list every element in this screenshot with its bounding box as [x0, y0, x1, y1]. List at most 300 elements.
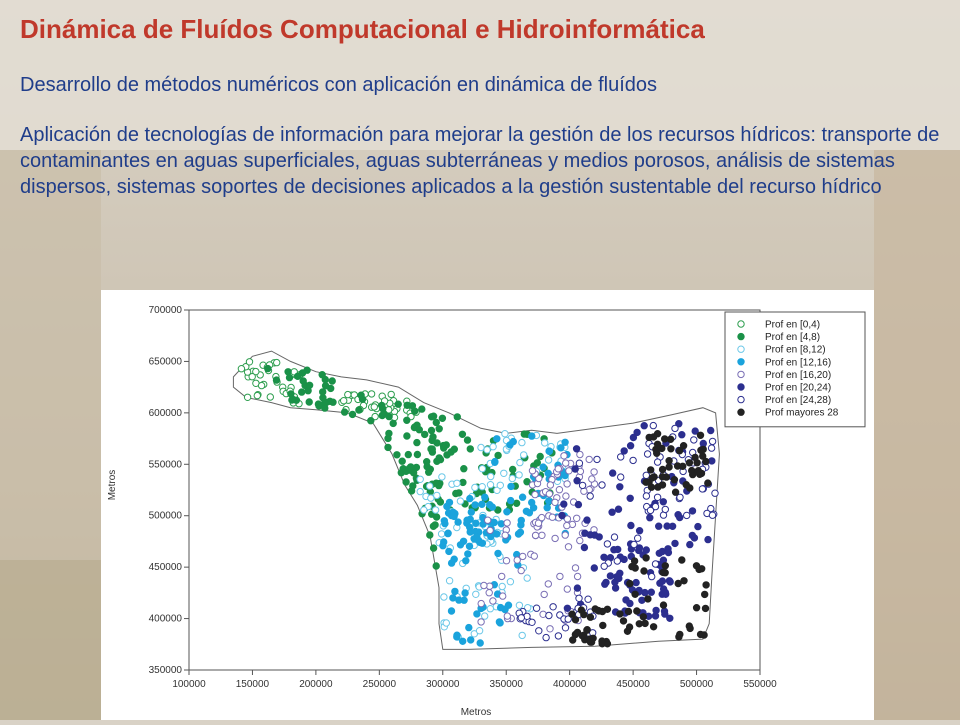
data-point — [545, 470, 551, 476]
data-point — [552, 499, 558, 505]
data-point — [463, 558, 469, 564]
data-point — [468, 509, 474, 515]
data-point — [654, 441, 660, 447]
data-point — [543, 634, 549, 640]
data-point — [508, 483, 514, 489]
data-point — [623, 597, 629, 603]
data-point — [626, 624, 632, 630]
data-point — [445, 530, 451, 536]
data-point — [660, 569, 666, 575]
data-point — [328, 385, 334, 391]
data-point — [679, 432, 685, 438]
scatter-chart — [101, 290, 874, 720]
data-point — [587, 532, 593, 538]
x-tick-label: 300000 — [426, 679, 460, 690]
data-point — [698, 447, 704, 453]
data-point — [306, 382, 312, 388]
data-point — [316, 403, 322, 409]
data-point — [563, 460, 569, 466]
data-point — [472, 528, 478, 534]
y-tick-label: 600000 — [148, 407, 182, 419]
data-point — [601, 554, 607, 560]
data-point — [695, 523, 701, 529]
data-point — [417, 488, 423, 494]
data-point — [448, 560, 454, 566]
data-point — [555, 466, 561, 472]
data-point — [430, 413, 436, 419]
data-point — [487, 527, 493, 533]
y-tick-label: 650000 — [148, 356, 182, 368]
data-point — [273, 377, 279, 383]
data-point — [422, 431, 428, 437]
data-point — [672, 540, 678, 546]
data-point — [591, 565, 597, 571]
data-point — [500, 593, 506, 599]
data-point — [479, 484, 485, 490]
data-point — [539, 514, 545, 520]
data-point — [642, 620, 648, 626]
data-point — [686, 460, 692, 466]
data-point — [654, 459, 660, 465]
legend-label: Prof en [8,12) — [765, 344, 826, 356]
data-point — [356, 407, 362, 413]
data-point — [428, 495, 434, 501]
data-point — [436, 455, 442, 461]
data-point — [635, 535, 641, 541]
slide-paragraph: Aplicación de tecnologías de información para mejorar la gestión de los recursos hídricos: transporte de contaminantes en aguas superficiales, aguas subterráneas y medios porosos, análisis de sistemas dispersos, sistemas soportes de decisiones aplicados a la gestión sustentable del recurso hídrico — [20, 124, 940, 198]
data-point — [585, 596, 591, 602]
data-point — [434, 492, 440, 498]
data-point — [697, 631, 703, 637]
data-point — [693, 605, 699, 611]
data-point — [433, 514, 439, 520]
data-point — [547, 626, 553, 632]
data-point — [451, 446, 457, 452]
legend-label: Prof en [0,4) — [765, 319, 821, 331]
data-point — [584, 517, 590, 523]
data-point — [645, 596, 651, 602]
data-point — [433, 563, 439, 569]
data-point — [379, 402, 385, 408]
data-point — [518, 567, 524, 573]
series-1 — [265, 365, 555, 569]
data-point — [621, 448, 627, 454]
data-point — [660, 499, 666, 505]
data-point — [478, 444, 484, 450]
data-point — [611, 534, 617, 540]
data-point — [510, 466, 516, 472]
data-point — [687, 625, 693, 631]
data-point — [689, 467, 695, 473]
data-point — [607, 573, 613, 579]
data-point — [490, 598, 496, 604]
data-point — [666, 464, 672, 470]
data-point — [648, 484, 654, 490]
data-point — [456, 597, 462, 603]
data-point — [414, 439, 420, 445]
data-point — [615, 506, 621, 512]
data-point — [693, 563, 699, 569]
data-point — [539, 532, 545, 538]
data-point — [419, 406, 425, 412]
data-point — [491, 519, 497, 525]
data-point — [676, 448, 682, 454]
data-point — [404, 417, 410, 423]
data-point — [426, 469, 432, 475]
data-point — [497, 604, 503, 610]
data-point — [558, 445, 564, 451]
data-point — [667, 579, 673, 585]
data-point — [516, 602, 522, 608]
data-point — [536, 628, 542, 634]
data-point — [594, 456, 600, 462]
data-point — [457, 542, 463, 548]
data-point — [495, 550, 501, 556]
data-point — [466, 543, 472, 549]
data-point — [453, 490, 459, 496]
data-point — [617, 484, 623, 490]
data-point — [254, 392, 260, 398]
data-point — [600, 622, 606, 628]
data-point — [627, 495, 633, 501]
data-point — [640, 614, 646, 620]
data-point — [450, 595, 456, 601]
data-point — [439, 474, 445, 480]
data-point — [565, 544, 571, 550]
data-point — [648, 589, 654, 595]
data-point — [614, 558, 620, 564]
data-point — [668, 446, 674, 452]
data-point — [502, 431, 508, 437]
data-point — [650, 422, 656, 428]
data-point — [649, 573, 655, 579]
legend-marker — [738, 333, 744, 339]
data-point — [562, 625, 568, 631]
legend-label: Prof en [20,24) — [765, 382, 832, 394]
data-point — [519, 494, 525, 500]
data-point — [437, 499, 443, 505]
data-point — [630, 434, 636, 440]
data-point — [412, 408, 418, 414]
data-point — [615, 546, 621, 552]
data-point — [454, 414, 460, 420]
x-tick-label: 200000 — [299, 679, 333, 690]
data-point — [702, 605, 708, 611]
data-point — [417, 476, 423, 482]
data-point — [495, 452, 501, 458]
data-point — [708, 427, 714, 433]
data-point — [564, 605, 570, 611]
data-point — [601, 563, 607, 569]
data-point — [709, 438, 715, 444]
x-tick-label: 350000 — [489, 679, 523, 690]
data-point — [441, 594, 447, 600]
data-point — [395, 401, 401, 407]
legend-marker — [738, 371, 744, 377]
data-point — [403, 479, 409, 485]
data-point — [654, 494, 660, 500]
data-point — [385, 444, 391, 450]
data-point — [238, 366, 244, 372]
data-point — [547, 482, 553, 488]
data-point — [702, 591, 708, 597]
data-point — [589, 476, 595, 482]
data-point — [490, 444, 496, 450]
data-point — [546, 448, 552, 454]
data-point — [574, 573, 580, 579]
data-point — [496, 619, 502, 625]
data-point — [587, 614, 593, 620]
data-point — [546, 612, 552, 618]
data-point — [519, 439, 525, 445]
data-point — [349, 411, 355, 417]
data-point — [421, 507, 427, 513]
data-point — [636, 528, 642, 534]
data-point — [441, 539, 447, 545]
data-point — [627, 443, 633, 449]
data-point — [657, 580, 663, 586]
data-point — [584, 627, 590, 633]
data-point — [703, 582, 709, 588]
data-point — [662, 436, 668, 442]
legend-marker — [738, 359, 744, 365]
data-point — [529, 433, 535, 439]
chart-frame — [101, 290, 874, 720]
data-point — [617, 611, 623, 617]
data-point — [587, 493, 593, 499]
data-point — [517, 529, 523, 535]
data-point — [604, 606, 610, 612]
data-point — [385, 435, 391, 441]
data-point — [546, 498, 552, 504]
data-point — [660, 602, 666, 608]
data-point — [322, 376, 328, 382]
data-point — [532, 491, 538, 497]
data-point — [472, 484, 478, 490]
data-point — [604, 541, 610, 547]
data-point — [504, 613, 510, 619]
x-axis-label: Metros — [460, 707, 492, 718]
data-point — [656, 523, 662, 529]
data-point — [487, 502, 493, 508]
data-point — [669, 523, 675, 529]
data-point — [444, 503, 450, 509]
y-tick-label: 550000 — [148, 459, 182, 471]
data-point — [446, 548, 452, 554]
data-point — [557, 573, 563, 579]
data-point — [371, 404, 377, 410]
data-point — [306, 399, 312, 405]
data-point — [562, 532, 568, 538]
data-point — [502, 532, 508, 538]
data-point — [414, 451, 420, 457]
data-point — [300, 378, 306, 384]
data-point — [443, 442, 449, 448]
data-point — [448, 608, 454, 614]
data-point — [705, 536, 711, 542]
data-point — [641, 423, 647, 429]
series-6 — [516, 422, 718, 640]
x-tick-label: 500000 — [679, 679, 714, 690]
data-point — [614, 574, 620, 580]
data-point — [627, 580, 633, 586]
data-point — [562, 439, 568, 445]
data-point — [662, 563, 668, 569]
y-tick-label: 700000 — [148, 305, 182, 316]
data-point — [479, 501, 485, 507]
data-point — [643, 493, 649, 499]
data-point — [481, 582, 487, 588]
data-point — [424, 459, 430, 465]
data-point — [472, 502, 478, 508]
data-point — [459, 431, 465, 437]
data-point — [265, 365, 271, 371]
data-point — [416, 427, 422, 433]
data-point — [541, 591, 547, 597]
data-point — [473, 520, 479, 526]
data-point — [368, 391, 374, 397]
data-point — [561, 501, 567, 507]
x-tick-label: 450000 — [616, 679, 650, 690]
data-point — [521, 431, 527, 437]
data-point — [579, 482, 585, 488]
data-point — [476, 628, 482, 634]
data-point — [520, 553, 526, 559]
legend-marker — [738, 321, 744, 327]
data-point — [672, 425, 678, 431]
data-point — [509, 475, 515, 481]
data-point — [430, 434, 436, 440]
data-point — [666, 458, 672, 464]
data-point — [654, 450, 660, 456]
data-point — [484, 447, 490, 453]
data-point — [521, 452, 527, 458]
data-point — [432, 507, 438, 513]
data-point — [358, 392, 364, 398]
data-point — [504, 509, 510, 515]
data-point — [676, 634, 682, 640]
data-point — [574, 515, 580, 521]
data-point — [432, 522, 438, 528]
data-point — [442, 520, 448, 526]
data-point — [454, 634, 460, 640]
data-point — [573, 446, 579, 452]
data-point — [591, 469, 597, 475]
data-point — [478, 600, 484, 606]
data-point — [341, 398, 347, 404]
y-axis-label: Metros — [107, 469, 118, 501]
data-point — [647, 507, 653, 513]
data-point — [474, 611, 480, 617]
data-point — [564, 481, 570, 487]
data-point — [503, 558, 509, 564]
data-point — [320, 395, 326, 401]
data-point — [652, 561, 658, 567]
legend-marker — [738, 384, 744, 390]
data-point — [628, 522, 634, 528]
data-point — [467, 495, 473, 501]
data-point — [633, 579, 639, 585]
data-point — [468, 637, 474, 643]
data-point — [574, 585, 580, 591]
data-point — [620, 618, 626, 624]
data-point — [304, 367, 310, 373]
y-tick-label: 450000 — [148, 562, 182, 574]
data-point — [427, 532, 433, 538]
data-point — [672, 489, 678, 495]
data-point — [550, 604, 556, 610]
data-point — [561, 453, 567, 459]
data-point — [464, 437, 470, 443]
data-point — [644, 451, 650, 457]
data-point — [438, 531, 444, 537]
data-point — [599, 638, 605, 644]
slide-title: Dinámica de Fluídos Computacional e Hidroinformática — [20, 14, 705, 44]
data-point — [572, 466, 578, 472]
data-point — [643, 555, 649, 561]
data-point — [579, 633, 585, 639]
data-point — [446, 578, 452, 584]
data-point — [632, 591, 638, 597]
data-point — [466, 624, 472, 630]
legend-marker — [738, 346, 744, 352]
data-point — [555, 633, 561, 639]
region-boundary — [233, 351, 719, 649]
data-point — [244, 394, 250, 400]
data-point — [427, 483, 433, 489]
data-point — [258, 382, 264, 388]
x-tick-label: 550000 — [743, 679, 777, 690]
data-point — [643, 472, 649, 478]
data-point — [639, 597, 645, 603]
data-point — [599, 482, 605, 488]
data-point — [524, 575, 530, 581]
data-point — [545, 581, 551, 587]
data-point — [649, 475, 655, 481]
data-point — [564, 586, 570, 592]
data-point — [394, 452, 400, 458]
data-point — [497, 482, 503, 488]
data-point — [504, 520, 510, 526]
data-point — [499, 573, 505, 579]
data-point — [408, 488, 414, 494]
data-point — [544, 505, 550, 511]
data-point — [559, 512, 565, 518]
data-point — [451, 513, 457, 519]
data-point — [368, 418, 374, 424]
data-point — [467, 446, 473, 452]
y-tick-label: 500000 — [148, 510, 182, 522]
data-point — [689, 532, 695, 538]
data-point — [602, 581, 608, 587]
data-point — [691, 437, 697, 443]
data-point — [454, 480, 460, 486]
data-point — [523, 508, 529, 514]
data-point — [289, 397, 295, 403]
data-point — [464, 517, 470, 523]
data-point — [507, 579, 513, 585]
legend-label: Prof en [24,28) — [765, 395, 832, 407]
data-point — [518, 522, 524, 528]
data-point — [460, 479, 466, 485]
data-point — [329, 378, 335, 384]
data-point — [532, 532, 538, 538]
data-point — [299, 389, 305, 395]
data-point — [518, 615, 524, 621]
data-point — [563, 493, 569, 499]
data-point — [643, 479, 649, 485]
data-point — [452, 588, 458, 594]
